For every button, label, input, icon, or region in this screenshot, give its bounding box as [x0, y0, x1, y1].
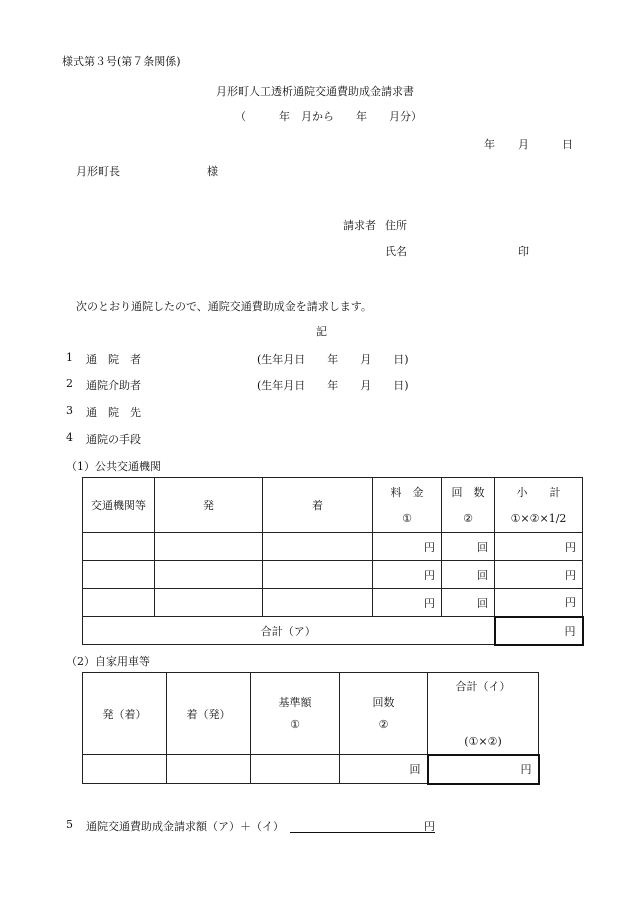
- col-from-header: 発: [155, 478, 263, 533]
- col-count-label: 回数: [372, 695, 395, 709]
- item2-birthdate: (生年月日 年 月 日): [257, 379, 409, 392]
- item5-label: 通院交通費助成金請求額（ア）＋（イ）: [86, 820, 284, 833]
- claim-yen: 円: [424, 820, 435, 833]
- date-day: 日: [562, 138, 573, 151]
- col-total-formula: (①×②): [464, 735, 502, 749]
- claim-amount-field[interactable]: [290, 819, 435, 833]
- seal-label: 印: [518, 245, 529, 258]
- item3-number: 3: [66, 404, 73, 417]
- applicant-label: 請求者: [343, 219, 376, 232]
- item5-number: 5: [66, 818, 73, 831]
- agency-cell[interactable]: [83, 561, 155, 589]
- agency-cell[interactable]: [83, 589, 155, 617]
- public-transport-table: [82, 477, 584, 646]
- form-number: 様式第３号(第７条関係): [62, 55, 181, 68]
- col-agency-header: 交通機関等: [83, 478, 155, 533]
- table-row: [83, 533, 583, 561]
- form-title: 月形町人工透析通院交通費助成金請求書: [216, 85, 414, 98]
- base-cell[interactable]: [251, 755, 340, 784]
- addressee-sama: 様: [207, 165, 218, 178]
- item4-number: 4: [66, 431, 73, 444]
- count-cell[interactable]: 回: [442, 533, 495, 561]
- item1-birthdate: (生年月日 年 月 日): [257, 353, 409, 366]
- col-count-header: [340, 673, 428, 755]
- col-total-label: 合計（イ）: [455, 680, 511, 694]
- to-cell[interactable]: [263, 589, 373, 617]
- col-to-header: 着（発）: [167, 673, 251, 755]
- period-line: （ 年 月から 年 月分）: [235, 110, 422, 123]
- subtotal-cell[interactable]: 円: [495, 589, 583, 617]
- name-label: 氏名: [385, 245, 407, 258]
- item3-label: 通 院 先: [86, 406, 141, 419]
- intro-text: 次のとおり通院したので、通院交通費助成金を請求します。: [76, 300, 372, 313]
- subtotal-cell[interactable]: 円: [495, 561, 583, 589]
- table-row: [83, 589, 583, 617]
- col-fare-header: 料 金: [373, 478, 442, 506]
- count-cell[interactable]: 回: [340, 755, 428, 784]
- fare-cell[interactable]: 円: [373, 533, 442, 561]
- item2-number: 2: [66, 377, 73, 390]
- col-count-marker: ②: [442, 506, 495, 533]
- private-car-heading: （2）自家用車等: [66, 655, 150, 668]
- date-year: 年: [484, 138, 495, 151]
- to-cell[interactable]: [263, 561, 373, 589]
- item1-label: 通 院 者: [86, 353, 141, 366]
- subtotal-cell[interactable]: 円: [495, 533, 583, 561]
- item4-label: 通院の手段: [86, 433, 141, 446]
- col-subtotal-header: 小 計: [495, 478, 583, 506]
- total-b-cell[interactable]: 円: [428, 755, 539, 784]
- fare-cell[interactable]: 円: [373, 561, 442, 589]
- from-cell[interactable]: [155, 589, 263, 617]
- date-month: 月: [518, 138, 529, 151]
- to-cell[interactable]: [167, 755, 251, 784]
- item2-label: 通院介助者: [86, 379, 141, 392]
- item1-number: 1: [66, 351, 73, 364]
- col-total-header: [428, 673, 539, 755]
- ki-heading: 記: [316, 325, 327, 338]
- col-to-header: 着: [263, 478, 373, 533]
- agency-cell[interactable]: [83, 533, 155, 561]
- col-count-header: 回 数: [442, 478, 495, 506]
- total-a-cell[interactable]: 円: [495, 617, 583, 645]
- col-base-header: [251, 673, 340, 755]
- col-from-header: 発（着）: [83, 673, 167, 755]
- to-cell[interactable]: [263, 533, 373, 561]
- table-row: [83, 755, 539, 784]
- fare-cell[interactable]: 円: [373, 589, 442, 617]
- col-fare-marker: ①: [373, 506, 442, 533]
- from-cell[interactable]: [83, 755, 167, 784]
- count-cell[interactable]: 回: [442, 589, 495, 617]
- total-a-label: 合計（ア）: [83, 617, 495, 645]
- address-label: 住所: [385, 219, 407, 232]
- private-car-table: [82, 672, 540, 785]
- col-base-label: 基準額: [278, 695, 312, 709]
- count-cell[interactable]: 回: [442, 561, 495, 589]
- public-transport-heading: （1）公共交通機関: [66, 460, 161, 473]
- addressee: 月形町長: [76, 165, 120, 178]
- table-row: [83, 561, 583, 589]
- from-cell[interactable]: [155, 533, 263, 561]
- col-subtotal-formula: ①×②×1/2: [495, 506, 583, 533]
- col-count-marker: ②: [378, 717, 389, 731]
- col-base-marker: ①: [290, 717, 300, 731]
- from-cell[interactable]: [155, 561, 263, 589]
